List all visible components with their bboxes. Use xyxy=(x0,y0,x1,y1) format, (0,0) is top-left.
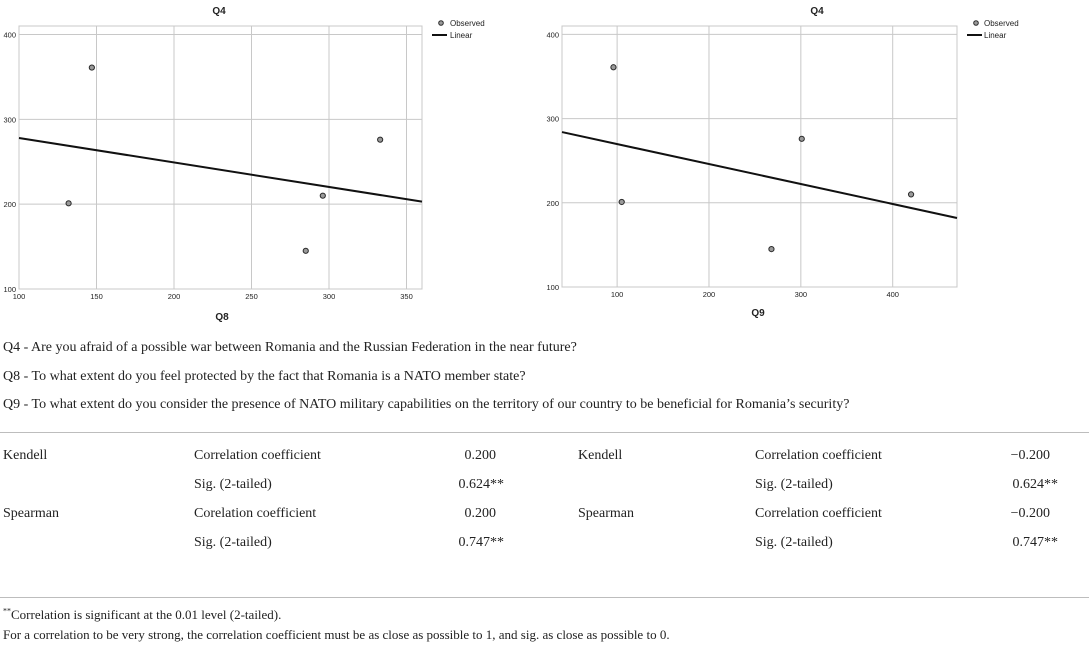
x-tick-label: 300 xyxy=(794,290,808,299)
spearman-sig-left: 0.747** xyxy=(458,535,504,550)
footnote-significance xyxy=(3,607,281,623)
x-tick-label: 100 xyxy=(610,290,624,299)
data-point xyxy=(908,192,913,197)
kendell-label-right: Kendell xyxy=(578,448,623,463)
legend-linear-label: Linear xyxy=(984,31,1007,40)
y-tick-label: 100 xyxy=(3,285,16,294)
linear-fit-line xyxy=(19,138,422,202)
table-bottom-rule xyxy=(0,597,1089,598)
chart-title: Q4 xyxy=(212,6,226,17)
spearman-coef-right: −0.200 xyxy=(1010,506,1050,521)
y-tick-label: 300 xyxy=(546,114,559,124)
spearman-coef-label-right: Correlation coefficient xyxy=(755,506,882,521)
question-q8: Q8 - To what extent do you feel protected by the fact that Romania is a NATO member state? xyxy=(3,369,526,384)
plot-frame xyxy=(562,26,957,287)
x-tick-label: 200 xyxy=(702,290,716,299)
question-q4: Q4 - Are you afraid of a possible war between Romania and the Russian Federation in the near future? xyxy=(3,340,577,355)
question-q9: Q9 - To what extent do you consider the presence of NATO military capabilities on the territory of our country to be beneficial for Romania’s security? xyxy=(3,397,850,412)
data-point xyxy=(799,136,804,141)
spearman-coef-left: 0.200 xyxy=(464,506,496,521)
data-point xyxy=(378,137,383,142)
data-point xyxy=(303,248,308,253)
linear-fit-line xyxy=(562,132,957,218)
data-point xyxy=(611,65,616,70)
x-axis-label: Q9 xyxy=(751,308,765,319)
legend-observed-marker xyxy=(439,21,444,26)
kendell-sig-label-left: Sig. (2-tailed) xyxy=(194,477,272,492)
footnote-text: Correlation is significant at the 0.01 level (2-tailed). xyxy=(11,607,282,622)
x-tick-label: 400 xyxy=(886,290,899,299)
legend-observed-label: Observed xyxy=(450,19,485,28)
spearman-coef-label-left: Corelation coefficient xyxy=(194,506,317,521)
data-point xyxy=(320,193,325,198)
data-point xyxy=(89,65,94,70)
kendell-sig-label-right: Sig. (2-tailed) xyxy=(755,477,833,492)
kendell-label-left: Kendell xyxy=(3,448,48,463)
x-tick-label: 200 xyxy=(167,292,181,301)
x-tick-label: 100 xyxy=(12,292,26,301)
legend-observed-label: Observed xyxy=(984,19,1019,28)
plot-frame xyxy=(19,26,422,289)
legend xyxy=(967,19,1019,40)
spearman-sig-label-right: Sig. (2-tailed) xyxy=(755,535,833,550)
spearman-sig-label-left: Sig. (2-tailed) xyxy=(194,535,272,550)
x-tick-label: 250 xyxy=(245,292,258,301)
legend-area-chart1 xyxy=(0,0,520,60)
data-point xyxy=(769,247,774,252)
spearman-label-right: Spearman xyxy=(578,506,634,521)
y-tick-label: 200 xyxy=(546,198,559,208)
legend-linear-label: Linear xyxy=(450,31,473,40)
x-tick-label: 300 xyxy=(322,292,336,301)
kendell-coef-label-right: Correlation coefficient xyxy=(755,448,882,463)
kendell-coef-label-left: Correlation coefficient xyxy=(194,448,321,463)
table-top-rule xyxy=(0,432,1089,433)
kendell-coef-left: 0.200 xyxy=(464,448,496,463)
footnote-marker: ** xyxy=(3,606,11,616)
x-tick-label: 150 xyxy=(90,292,103,301)
kendell-coef-right: −0.200 xyxy=(1010,448,1050,463)
y-tick-label: 400 xyxy=(3,30,16,40)
scatter-chart-q4-q9-plot xyxy=(540,0,1089,330)
legend-observed-marker xyxy=(974,21,979,26)
x-axis-label: Q8 xyxy=(215,312,229,323)
y-tick-label: 200 xyxy=(3,200,16,210)
footnote-interpretation: For a correlation to be very strong, the correlation coefficient must be as close as possible to 1, and sig. as close as possible to 0. xyxy=(3,627,670,642)
data-point xyxy=(66,201,71,206)
kendell-sig-left: 0.624** xyxy=(458,477,504,492)
x-tick-label: 350 xyxy=(400,292,413,301)
spearman-sig-right: 0.747** xyxy=(1012,535,1058,550)
y-tick-label: 400 xyxy=(546,30,559,40)
spearman-label-left: Spearman xyxy=(3,506,59,521)
y-tick-label: 100 xyxy=(546,283,559,292)
kendell-sig-right: 0.624** xyxy=(1012,477,1058,492)
data-point xyxy=(619,199,624,204)
y-tick-label: 300 xyxy=(3,115,16,125)
chart-title: Q4 xyxy=(810,6,824,17)
